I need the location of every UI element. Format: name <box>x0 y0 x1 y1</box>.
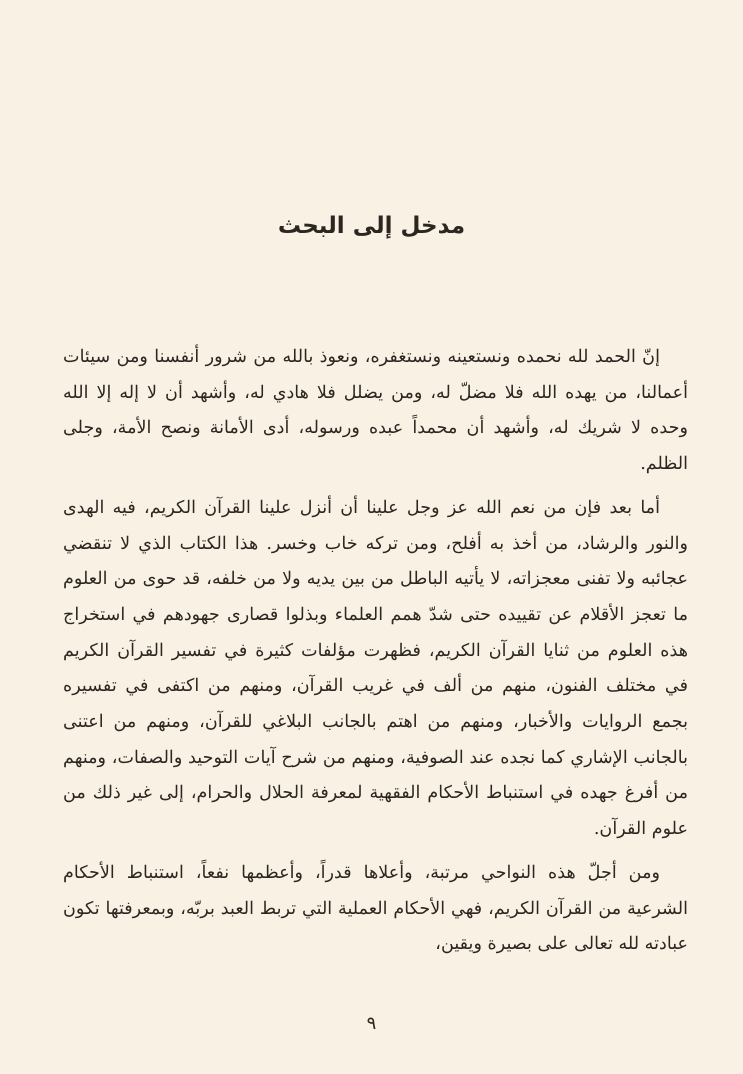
body-text <box>63 340 688 963</box>
chapter-title: مدخل إلى البحث <box>277 213 466 239</box>
page-number: ٩ <box>366 1013 377 1034</box>
paragraph-2: أما بعد فإن من نعم الله عز وجل علينا أن أنزل علينا القرآن الكريم، فيه الهدى والنور والرشاد، من أخذ به أفلح، ومن تركه خاب وخسر. هذا الكتاب الذي لا تنقضي عجائبه ولا تفنى معجزاته، لا يأتيه الباطل من بين يديه ولا من خلفه، قد حوى من العلوم ما تعجز الأقلام عن تقييده حتى شدّ همم العلماء وبذلوا قصارى جهودهم في استخراج هذه العلوم من ثنايا القرآن الكريم، فظهرت مؤلفات كثيرة في تفسير القرآن الكريم في مختلف الفنون، منهم من ألف في غريب القرآن، ومنهم من اكتفى في تفسيره بجمع الروايات والأخبار، ومنهم من اهتم بالجانب البلاغي للقرآن، ومنهم من اعتنى بالجانب الإشاري كما نجده عند الصوفية، ومنهم من شرح آيات التوحيد والصفات، ومنهم من أفرغ جهده في استنباط الأحكام الفقهية لمعرفة الحلال والحرام، إلى غير ذلك من علوم القرآن. <box>63 497 688 840</box>
paragraph-1: إنّ الحمد لله نحمده ونستعينه ونستغفره، ونعوذ بالله من شرور أنفسنا ومن سيئات أعمالنا، من يهده الله فلا مضلّ له، ومن يضلل فلا هادي له، وأشهد أن لا إله إلا الله وحده لا شريك له، وأشهد أن محمداً عبده ورسوله، أدى الأمانة ونصح الأمة، وجلى الظلم. <box>63 347 688 475</box>
paragraph-3: ومن أجلّ هذه النواحي مرتبة، وأعلاها قدراً، وأعظمها نفعاً، استنباط الأحكام الشرعية من القرآن الكريم، فهي الأحكام العملية التي تربط العبد بربّه، وبمعرفتها تكون عبادته لله تعالى على بصيرة ويقين، <box>63 862 688 955</box>
